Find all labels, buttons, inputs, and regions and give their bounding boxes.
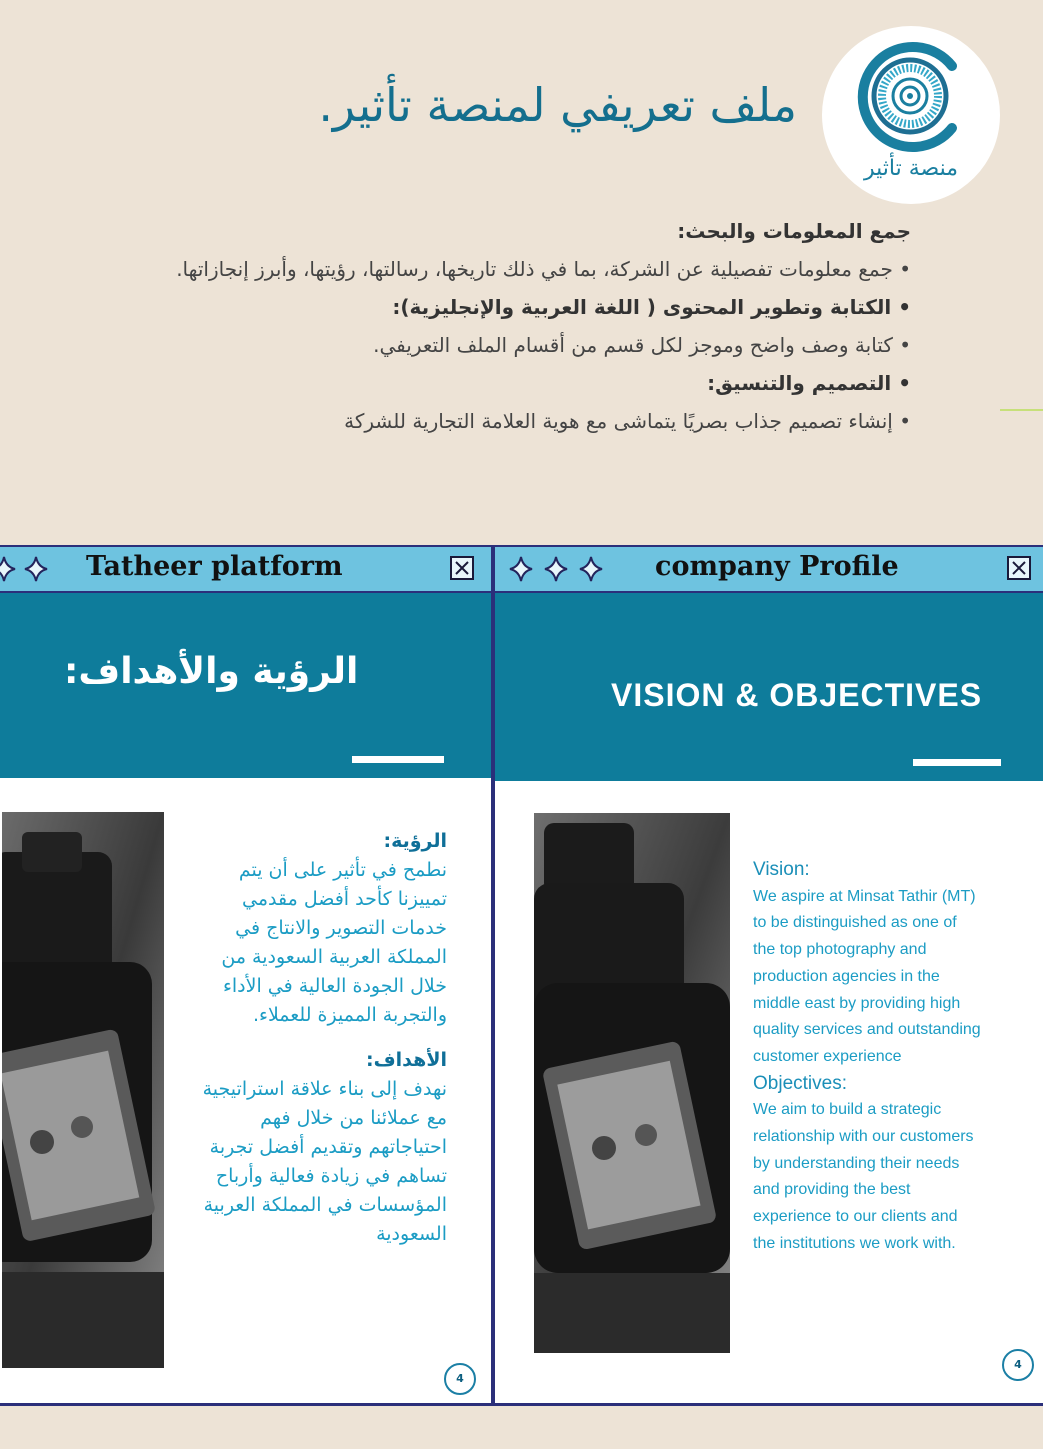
window-titlebar (0, 547, 491, 593)
objectives-line: the institutions we work with. (753, 1234, 956, 1252)
sparkle-icon (0, 554, 54, 584)
logo (822, 26, 1000, 204)
page-number: 4 (1002, 1349, 1034, 1381)
vision-line: customer experience (753, 1047, 902, 1065)
intro-item: • التصميم والتنسيق: (707, 371, 911, 395)
slide-heading: الرؤية والأهداف: (64, 651, 359, 692)
logo-icon (852, 38, 972, 156)
vision-line: نطمح في تأثير على أن يتم (238, 859, 447, 881)
heading-band (0, 593, 491, 778)
objectives-line: We aim to build a strategic (753, 1101, 942, 1119)
slide-panel-english (493, 545, 1043, 1405)
objectives-line: and providing the best (753, 1181, 911, 1199)
objectives-line: السعودية (376, 1223, 447, 1245)
close-icon (454, 560, 470, 576)
intro-item: • كتابة وصف واضح وموجز لكل قسم من أقسام الملف التعريفي. (373, 333, 911, 357)
objectives-heading: Objectives: (753, 1072, 847, 1094)
objectives-line: احتياجاتهم وتقديم أفضل تجربة (209, 1136, 447, 1158)
vision-line: خلال الجودة العالية في الأداء (222, 975, 447, 997)
objectives-line: experience to our clients and (753, 1208, 958, 1226)
slide-panel-arabic (0, 545, 493, 1405)
slide-heading: VISION & OBJECTIVES (611, 677, 983, 713)
intro-list (71, 212, 911, 440)
intro-item: • الكتابة وتطوير المحتوى ( اللغة العربية والإنجليزية): (392, 295, 911, 319)
objectives-line: مع عملائنا من خلال فهم (260, 1107, 447, 1129)
titlebar-title: Tatheer platform (86, 551, 343, 582)
divider (0, 1404, 1043, 1406)
vision-text-ar (157, 827, 447, 1249)
heading-band (495, 593, 1043, 781)
vision-line: the top photography and (753, 941, 927, 959)
sparkle-icon (507, 554, 609, 584)
objectives-line: تساهم في زيادة فعالية وأرباح (215, 1165, 447, 1187)
logo-caption: منصة تأثير (863, 156, 958, 181)
objectives-heading: الأهداف: (366, 1049, 447, 1071)
vision-line: We aspire at Minsat Tathir (MT) (753, 887, 976, 905)
titlebar-title: company Profile (655, 551, 899, 582)
vision-line: والتجربة المميزة للعملاء. (252, 1004, 447, 1026)
vision-line: المملكة العربية السعودية من (221, 946, 447, 968)
close-button[interactable] (1007, 556, 1031, 580)
intro-heading: جمع المعلومات والبحث: (677, 219, 911, 243)
objectives-line: المؤسسات في المملكة العربية (203, 1194, 447, 1216)
vision-line: تمييزنا كأحد أفضل مقدمي (242, 888, 447, 910)
vision-line: خدمات التصوير والانتاج في (235, 917, 447, 939)
vision-line: to be distinguished as one of (753, 914, 957, 932)
camera-photo (534, 813, 730, 1353)
vision-text-en (753, 857, 1043, 1258)
vision-line: quality services and outstanding (753, 1021, 981, 1039)
heading-rule (913, 759, 1001, 766)
page-title: ملف تعريفي لمنصة تأثير. (318, 78, 797, 132)
vision-heading: الرؤية: (383, 830, 447, 852)
vision-line: middle east by providing high (753, 994, 961, 1012)
close-button[interactable] (450, 556, 474, 580)
objectives-line: relationship with our customers (753, 1128, 974, 1146)
intro-item: • جمع معلومات تفصيلية عن الشركة، بما في ذلك تاريخها، رسالتها، رؤيتها، وأبرز إنجازاتها. (176, 257, 911, 281)
objectives-line: نهدف إلى بناء علاقة استراتيجية (202, 1078, 447, 1100)
close-icon (1011, 560, 1027, 576)
divider (1000, 409, 1043, 411)
vision-line: production agencies in the (753, 967, 940, 985)
vision-heading: Vision: (753, 859, 810, 880)
intro-item: • إنشاء تصميم جذاب بصريًا يتماشى مع هوية العلامة التجارية للشركة (344, 409, 911, 433)
camera-photo (2, 812, 164, 1368)
page-number: 4 (444, 1363, 476, 1395)
objectives-line: by understanding their needs (753, 1154, 960, 1172)
window-titlebar (495, 547, 1043, 593)
heading-rule (352, 756, 444, 763)
